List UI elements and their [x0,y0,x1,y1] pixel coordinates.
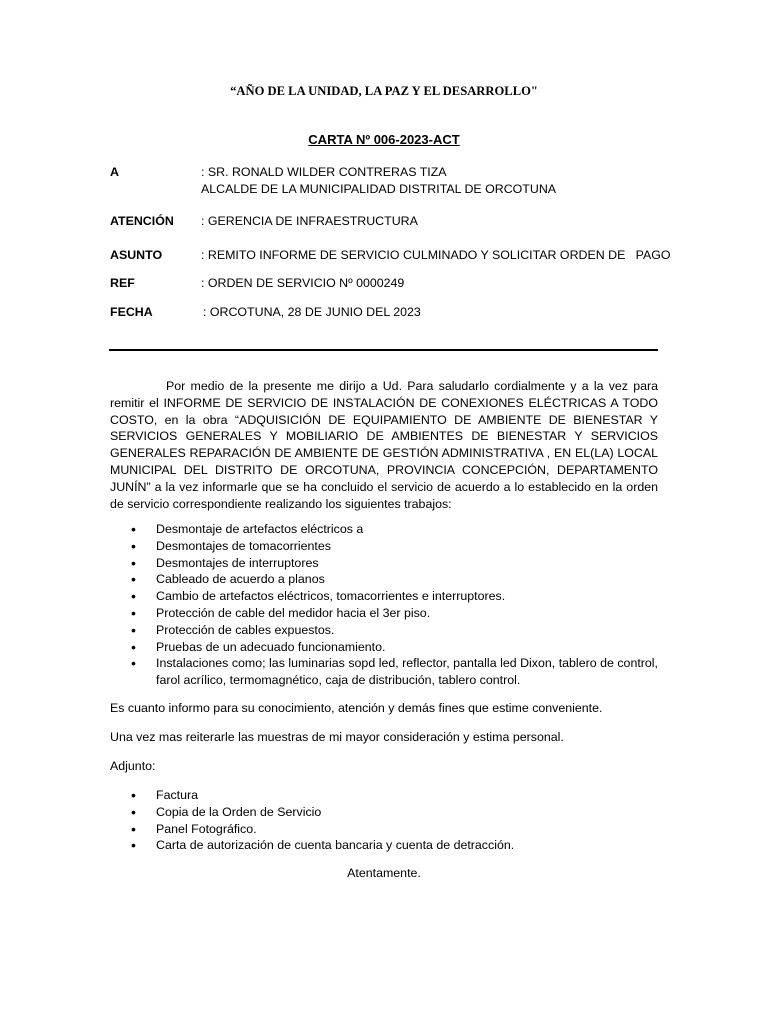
bullet-icon: • [131,604,136,621]
work-item [110,605,658,622]
work-item [110,555,658,572]
bullet-icon: • [131,521,136,537]
ref-label: REF [110,276,135,290]
to-value-line1: : SR. RONALD WILDER CONTRERAS TIZA [201,165,447,179]
work-item-text: Desmontajes de interruptores [156,555,319,570]
closing-text: Atentamente. [347,866,421,880]
intro-paragraph [110,378,658,512]
attachment-item [110,804,658,821]
bullet-icon: • [131,554,136,571]
work-item-text: Cableado de acuerdo a planos [156,572,325,587]
work-item [110,622,658,639]
attachment-item [110,821,658,838]
bullet-icon: • [131,571,136,588]
work-item-text: Instalaciones como; las luminarias sopd led, reflector, pantalla led Dixon, tablero de control, farol acrílico, termomagnético, caja de distribución, tablero control. [156,656,658,688]
work-item-text: Cambio de artefactos eléctricos, tomacorrientes e interruptores. [156,589,506,604]
attachment-item [110,837,658,854]
work-item-text: Protección de cable del medidor hacia el 3er piso. [156,605,431,620]
attached-label: Adjunto: [110,759,156,773]
intro-text: Por medio de la presente me dirijo a Ud. Para saludarlo cordialmente y a la vez para remitir el INFORME DE SERVICIO DE INSTALACIÓN DE CONEXIONES ELÉCTRICAS A TODO COSTO, en la obra “ADQUISICIÓN DE EQUIPAMIENTO DE AMBIENTE DE BIENESTAR Y SERVICIOS GENERALES Y MOBILIARIO DE AMBIENTES DE BIENESTAR Y SERVICIOS GENERALES REPARACIÓN DE AMBIENTE DE GESTIÓN ADMINISTRATIVA , EN EL(LA) LOCAL MUNICIPAL DEL DISTRITO DE ORCOTUNA, PROVINCIA CONCEPCIÓN, DEPARTAMENTO JUNÍN” a la vez informarle que se ha concluido el servicio de acuerdo a lo establecido en la orden de servicio correspondiente realizando los siguientes trabajos: [110,379,658,511]
date-value: : ORCOTUNA, 28 DE JUNIO DEL 2023 [203,305,421,319]
work-item-text: Desmontaje de artefactos eléctricos a [156,522,364,536]
work-item [110,639,658,656]
bullet-icon: • [131,537,136,554]
to-value-line2: ALCALDE DE LA MUNICIPALIDAD DISTRITAL DE ORCOTUNA [201,182,557,196]
bullet-icon: • [131,837,136,854]
attachment-item-text: Copia de la Orden de Servicio [156,804,322,819]
attachment-item-text: Factura [156,788,199,802]
work-item [110,571,658,588]
attachments-list [110,787,658,854]
bullet-icon: • [131,803,136,820]
attachment-item-text: Carta de autorización de cuenta bancaria y cuenta de detracción. [156,838,515,853]
work-item-text: Pruebas de un adecuado funcionamiento. [156,639,386,654]
work-item [110,538,658,555]
works-list [110,521,658,689]
regards-paragraph: Una vez mas reiterarle las muestras de mi mayor consideración y estima personal. [110,730,564,744]
work-item-text: Desmontajes de tomacorrientes [156,538,331,553]
subject-value: : REMITO INFORME DE SERVICIO CULMINADO Y SOLICITAR ORDEN DE PAGO [201,248,671,262]
bullet-icon: • [131,820,136,837]
attention-value: : GERENCIA DE INFRAESTRUCTURA [201,214,418,228]
header-divider [109,349,658,351]
bullet-icon: • [131,638,136,655]
subject-label: ASUNTO [110,248,163,262]
letter-motto: “AÑO DE LA UNIDAD, LA PAZ Y EL DESARROLLO" [230,84,538,98]
bullet-icon: • [131,655,136,672]
to-label: A [110,165,119,179]
info-paragraph: Es cuanto informo para su conocimiento, atención y demás fines que estime conveniente. [110,701,603,715]
attachment-item [110,787,658,804]
work-item [110,588,658,605]
date-label: FECHA [110,305,153,319]
work-item-text: Protección de cables expuestos. [156,622,335,637]
bullet-icon: • [131,787,136,803]
attention-label: ATENCIÓN [110,214,174,228]
bullet-icon: • [131,621,136,638]
bullet-icon: • [131,588,136,605]
work-item [110,655,658,689]
work-item [110,521,658,538]
ref-value: : ORDEN DE SERVICIO Nº 0000249 [201,276,405,290]
letter-title: CARTA Nº 006-2023-ACT [308,132,460,147]
attachment-item-text: Panel Fotográfico. [156,821,257,836]
